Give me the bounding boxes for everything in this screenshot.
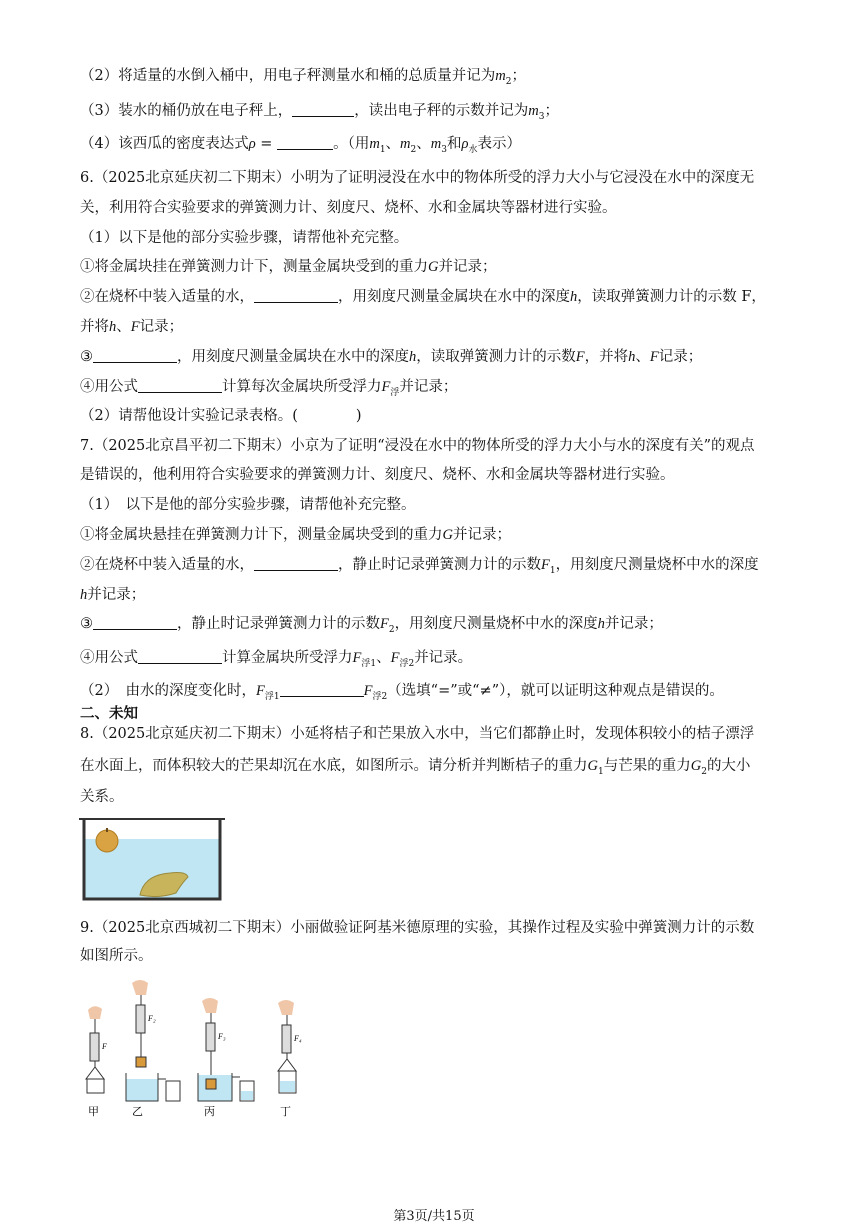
text: ，读出电子秤的示数并记为 (354, 103, 529, 119)
q6-step3 (80, 347, 702, 367)
q7-step3 (80, 614, 663, 640)
var: F (363, 683, 373, 699)
sub: 1 (549, 565, 556, 576)
text: 和 (446, 136, 462, 152)
text: （2） 由水的深度变化时， (80, 683, 256, 699)
metal-block (136, 1057, 146, 1067)
text: ，用刻度尺测量烧杯中水的深度 (394, 616, 598, 632)
q8-stem-2 (80, 756, 750, 782)
text: 并记录； (452, 527, 511, 543)
var: F (541, 557, 550, 573)
answer-blank[interactable] (254, 288, 338, 303)
var: F (381, 379, 391, 395)
var: h (628, 349, 636, 365)
sub: 水 (468, 144, 478, 155)
force-label: F₂ (148, 1014, 156, 1023)
answer-blank[interactable] (93, 615, 177, 630)
var: F (130, 319, 140, 335)
var: h (409, 349, 417, 365)
var: F (649, 349, 659, 365)
text: ，并将 (584, 349, 629, 365)
sub: 2 (388, 624, 395, 635)
sub: 2 (410, 144, 417, 155)
q6-step2 (80, 287, 766, 307)
q8-stem-3: 关系。 (80, 789, 124, 805)
page-footer: 第3页/共15页 (393, 1209, 475, 1224)
var: F (352, 650, 362, 666)
setup-yi (126, 980, 180, 1118)
text: 、 (635, 349, 650, 365)
text: 并记录。 (414, 650, 473, 666)
spring-scale (136, 1005, 145, 1033)
var: m (400, 136, 411, 152)
text: ，用刻度尺测量金属块在水中的深度 (338, 289, 570, 305)
sub: 2 (701, 766, 707, 777)
text: ，读取弹簧测力计的示数 F， (577, 289, 766, 305)
sub: 浮2 (399, 658, 415, 669)
spring-scale (90, 1033, 99, 1061)
spring-scale (206, 1023, 215, 1051)
text: ②在烧杯中装入适量的水， (80, 557, 254, 573)
text: （2）将适量的水倒入桶中，用电子秤测量水和桶的总质量并记为 (80, 68, 496, 84)
hand-icon (88, 1006, 102, 1019)
hand-icon (278, 1000, 294, 1015)
var: m (430, 136, 442, 152)
q9-stem-1: 9.（2025北京西城初二下期末）小丽做验证阿基米德原理的实验，其操作过程及实验中弹簧测力计的示数 (80, 920, 755, 936)
sub: 1 (379, 144, 386, 155)
text: ③ (80, 616, 93, 632)
force-label: F (102, 1042, 107, 1051)
text: 记录； (139, 319, 184, 335)
hanger (278, 1059, 296, 1071)
sub: 2 (505, 76, 512, 87)
q6-part2: （2）请帮他设计实验记录表格。( ) (80, 408, 362, 424)
text: ； (544, 103, 559, 119)
hand-icon (202, 998, 218, 1013)
q7-step4 (80, 648, 472, 674)
label-jia: 甲 (88, 1105, 99, 1118)
q7-step2 (80, 555, 759, 581)
text: 并记录； (604, 616, 663, 632)
q6-step2-cont (80, 317, 183, 337)
step-3-line (80, 101, 559, 127)
var: F (380, 616, 389, 632)
orange (96, 830, 118, 852)
answer-blank[interactable] (292, 102, 354, 117)
hand-icon (132, 980, 148, 995)
sub: 浮 (390, 387, 400, 398)
text: ④用公式 (80, 379, 138, 395)
text: 的大小 (706, 758, 751, 774)
section-heading: 二、未知 (80, 706, 138, 722)
var: h (80, 587, 88, 603)
text: ①将金属块挂在弹簧测力计下，测量金属块受到的重力 (80, 259, 428, 275)
q9-stem-2: 如图所示。 (80, 948, 153, 964)
text: 、 (116, 319, 131, 335)
var-m: m (528, 103, 539, 119)
q6-part1: （1）以下是他的部分实验步骤，请帮他补充完整。 (80, 230, 409, 246)
text: 计算金属块所受浮力 (222, 650, 353, 666)
text: 并记录； (438, 259, 497, 275)
text: 计算每次金属块所受浮力 (222, 379, 382, 395)
sub: 浮1 (264, 691, 280, 702)
var: ρ (461, 136, 469, 152)
var: F (390, 650, 400, 666)
answer-blank[interactable] (138, 378, 222, 393)
sub: 1 (597, 766, 604, 777)
text: ，用刻度尺测量金属块在水中的深度 (177, 349, 409, 365)
text: ，静止时记录弹簧测力计的示数 (338, 557, 541, 573)
var: h (109, 319, 117, 335)
label-ding: 丁 (280, 1105, 291, 1118)
sub: 3 (538, 111, 545, 122)
var-rho: ρ (248, 136, 256, 152)
sub: 3 (441, 144, 447, 155)
q7-stem-1: 7.（2025北京昌平初二下期末）小京为了证明“浸没在水中的物体所受的浮力大小与水的深度有关”的观点 (80, 438, 755, 454)
q6-stem-1: 6.（2025北京延庆初二下期末）小明为了证明浸没在水中的物体所受的浮力大小与它浸没在水中的深度无 (80, 170, 755, 186)
answer-blank[interactable] (277, 135, 333, 150)
text: 与芒果的重力 (603, 758, 691, 774)
text: ③ (80, 349, 93, 365)
sub: 浮1 (361, 658, 377, 669)
force-label: F₃ (218, 1032, 226, 1041)
small-cup (166, 1081, 180, 1101)
orange-mango-figure (78, 813, 228, 905)
text: ，静止时记录弹簧测力计的示数 (177, 616, 380, 632)
text: 并记录； (399, 379, 458, 395)
sub: 浮2 (372, 691, 388, 702)
var: h (570, 289, 578, 305)
var: G (442, 527, 453, 543)
text: 、 (385, 136, 401, 152)
q7-step1 (80, 525, 511, 545)
var: h (597, 616, 605, 632)
collected-water (241, 1091, 253, 1100)
text: ①将金属块悬挂在弹簧测力计下，测量金属块受到的重力 (80, 527, 443, 543)
label-yi: 乙 (132, 1105, 143, 1118)
text: （4）该西瓜的密度表达式 (80, 136, 249, 152)
text: 并将 (80, 319, 109, 335)
small-cup (87, 1079, 104, 1093)
collected-water (280, 1081, 295, 1092)
var: m (369, 136, 380, 152)
answer-blank[interactable] (138, 649, 222, 664)
answer-blank[interactable] (280, 682, 364, 697)
step-4-line (80, 134, 521, 160)
text: （3）装水的桶仍放在电子秤上， (80, 103, 293, 119)
answer-blank[interactable] (254, 556, 338, 571)
var: G (587, 758, 598, 774)
archimedes-experiment-figure (74, 975, 314, 1125)
text: （选填“=”或“≠”），就可以证明这种观点是错误的。 (387, 683, 724, 699)
text: ； (511, 68, 526, 84)
q7-step2-cont (80, 585, 145, 605)
setup-jia (86, 1006, 107, 1118)
force-label: F₄ (294, 1034, 302, 1043)
q6-step4 (80, 377, 457, 403)
q6-stem-2: 关，利用符合实验要求的弹簧测力计、刻度尺、烧杯、水和金属块等器材进行实验。 (80, 200, 617, 216)
q8-stem-1: 8.（2025北京延庆初二下期末）小延将桔子和芒果放入水中，当它们都静止时，发现体积较小的桔子漂浮 (80, 726, 755, 742)
label-bing: 丙 (204, 1105, 215, 1118)
text: 记录； (658, 349, 703, 365)
var: G (690, 758, 702, 774)
text: = (255, 136, 278, 152)
text: ④用公式 (80, 650, 138, 666)
hanger (86, 1067, 104, 1079)
text: ，用刻度尺测量烧杯中水的深度 (555, 557, 759, 573)
text: ，读取弹簧测力计的示数 (416, 349, 576, 365)
text: 并记录； (87, 587, 146, 603)
text: 、 (416, 136, 431, 152)
var-m: m (495, 68, 506, 84)
var: G (428, 259, 439, 275)
text: ②在烧杯中装入适量的水， (80, 289, 254, 305)
metal-block (206, 1079, 216, 1089)
var: F (575, 349, 585, 365)
answer-blank[interactable] (93, 348, 177, 363)
setup-ding (278, 1000, 302, 1118)
q7-part1: （1） 以下是他的部分实验步骤，请帮他补充完整。 (80, 497, 416, 513)
q7-part2 (80, 681, 724, 707)
var: F (255, 683, 265, 699)
text: 在水面上，而体积较大的芒果却沉在水底，如图所示。请分析并判断桔子的重力 (80, 758, 588, 774)
orange-stem (106, 828, 108, 832)
text: 、 (376, 650, 391, 666)
spring-scale (282, 1025, 291, 1053)
setup-bing (198, 998, 254, 1118)
text: 。（用 (333, 136, 370, 152)
text: 表示） (477, 136, 521, 152)
q6-step1 (80, 257, 496, 277)
q7-stem-2: 是错误的，他利用符合实验要求的弹簧测力计、刻度尺、烧杯、水和金属块等器材进行实验。 (80, 467, 675, 483)
step-2-line (80, 66, 526, 92)
water (126, 1079, 158, 1101)
